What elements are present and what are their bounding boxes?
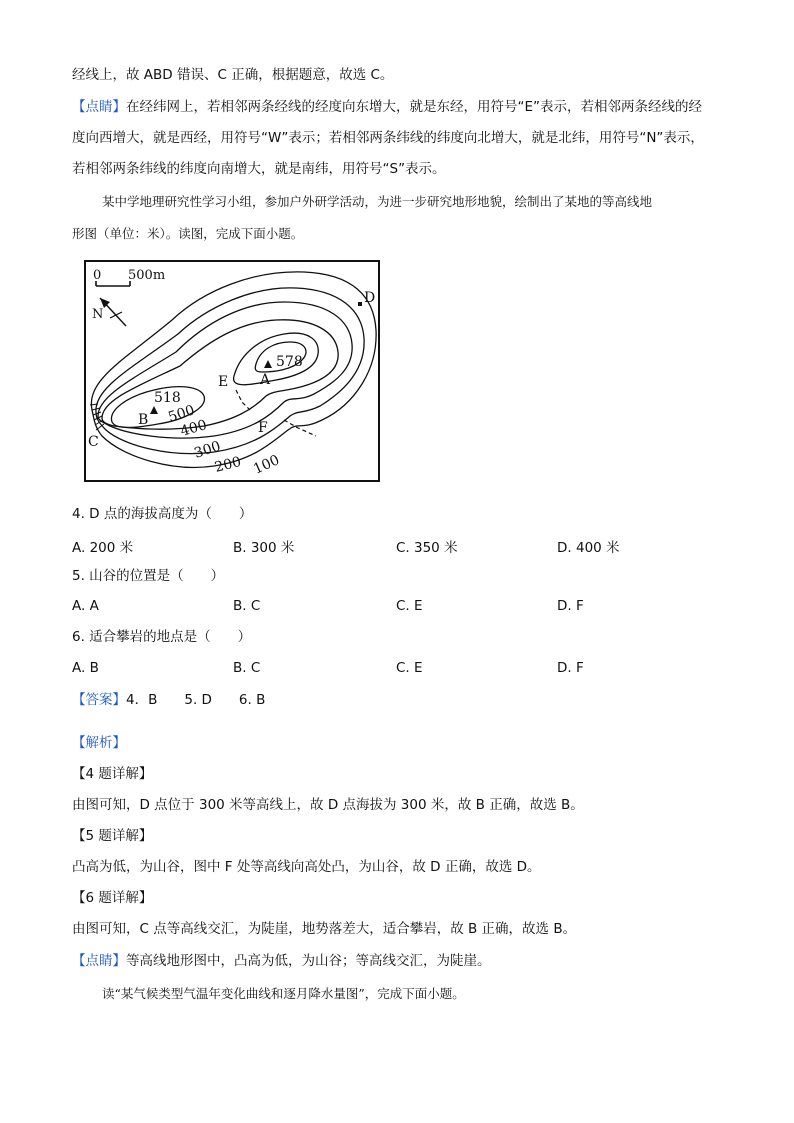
contour-label-300: 300 [192, 438, 223, 462]
question-stem-line-2: 形图（单位：米）。读图，完成下面小题。 [72, 226, 304, 241]
q6-detail-text: 由图可知，C 点等高线交汇，为陡崖，地势落差大，适合攀岩，故 B 正确，故选 B。 [72, 921, 577, 937]
question-5-option-b[interactable]: B. C [233, 598, 261, 614]
q5-detail-tag: 【5 题详解】 [72, 828, 153, 844]
question-5-option-a[interactable]: A. A [72, 598, 99, 614]
scale-zero-label: 0 [93, 268, 102, 283]
dianjing-2-line [72, 952, 491, 970]
prev-explanation-line: 经线上，故 ABD 错误、C 正确，根据题意，故选 C。 [72, 67, 394, 83]
q6-detail-tag: 【6 题详解】 [72, 890, 153, 906]
next-question-stem: 读“某气候类型气温年变化曲线和逐月降水量图”，完成下面小题。 [102, 986, 465, 1001]
question-5-option-d[interactable]: D. F [557, 598, 584, 614]
question-stem-line-1: 某中学地理研究性学习小组，参加户外研学活动，为进一步研究地形地貌，绘制出了某地的等高线地 [102, 194, 653, 209]
question-6-option-b[interactable]: B. C [233, 660, 261, 676]
question-4-option-c[interactable]: C. 350 米 [396, 540, 458, 556]
label-c: C [88, 434, 99, 450]
dianjing-1-line-1 [72, 98, 702, 116]
question-4-option-b[interactable]: B. 300 米 [233, 540, 295, 556]
dianjing-1-line-3: 若相邻两条纬线的纬度向南增大，就是南纬，用符号“S”表示。 [72, 161, 446, 177]
point-d-marker [358, 302, 362, 306]
answer-line [72, 691, 265, 709]
dianjing-2-text: 等高线地形图中，凸高为低，为山谷；等高线交汇，为陡崖。 [126, 953, 491, 969]
question-4-option-d[interactable]: D. 400 米 [557, 540, 620, 556]
label-e: E [218, 374, 229, 390]
north-label: N [92, 307, 104, 322]
dianjing-2-tag: 【点睛】 [72, 953, 126, 969]
q4-detail-text: 由图可知，D 点位于 300 米等高线上，故 D 点海拔为 300 米，故 B 正确，故选 B。 [72, 797, 584, 813]
q4-detail-tag: 【4 题详解】 [72, 766, 153, 782]
question-4-stem: 4. D 点的海拔高度为（ ） [72, 506, 253, 522]
dianjing-1-text-1: 在经纬网上，若相邻两条经线的经度向东增大，就是东经，用符号“E”表示，若相邻两条经线的经 [126, 99, 703, 115]
question-4-option-a[interactable]: A. 200 米 [72, 540, 134, 556]
contour-label-400: 400 [178, 417, 209, 440]
answer-text: 4．B 5. D 6. B [126, 692, 266, 708]
question-5-stem: 5. 山谷的位置是（ ） [72, 568, 225, 584]
peak-b-elevation: 518 [154, 390, 181, 406]
contour-label-200: 200 [213, 453, 243, 476]
dianjing-1-tag: 【点睛】 [72, 99, 126, 115]
question-6-stem: 6. 适合攀岩的地点是（ ） [72, 629, 252, 645]
q5-detail-text: 凸高为低，为山谷，图中 F 处等高线向高处凸，为山谷，故 D 正确，故选 D。 [72, 859, 541, 875]
question-6-option-a[interactable]: A. B [72, 660, 99, 676]
answer-tag: 【答案】 [72, 692, 126, 708]
peak-a-elevation: 578 [276, 354, 303, 370]
label-a: A [260, 372, 271, 388]
question-6-option-c[interactable]: C. E [396, 660, 423, 676]
label-d: D [364, 290, 376, 306]
contour-label-100: 100 [251, 452, 283, 478]
contour-label-500: 500 [166, 402, 197, 426]
question-5-option-c[interactable]: C. E [396, 598, 423, 614]
scale-distance-label: 500m [128, 268, 166, 283]
label-f: F [258, 420, 268, 436]
question-6-option-d[interactable]: D. F [557, 660, 584, 676]
dianjing-1-line-2: 度向西增大，就是西经，用符号“W”表示；若相邻两条纬线的纬度向北增大，就是北纬，用符号“N”表示， [72, 130, 704, 146]
label-b: B [138, 412, 149, 428]
contour-map [84, 260, 380, 482]
analysis-tag: 【解析】 [72, 735, 126, 751]
